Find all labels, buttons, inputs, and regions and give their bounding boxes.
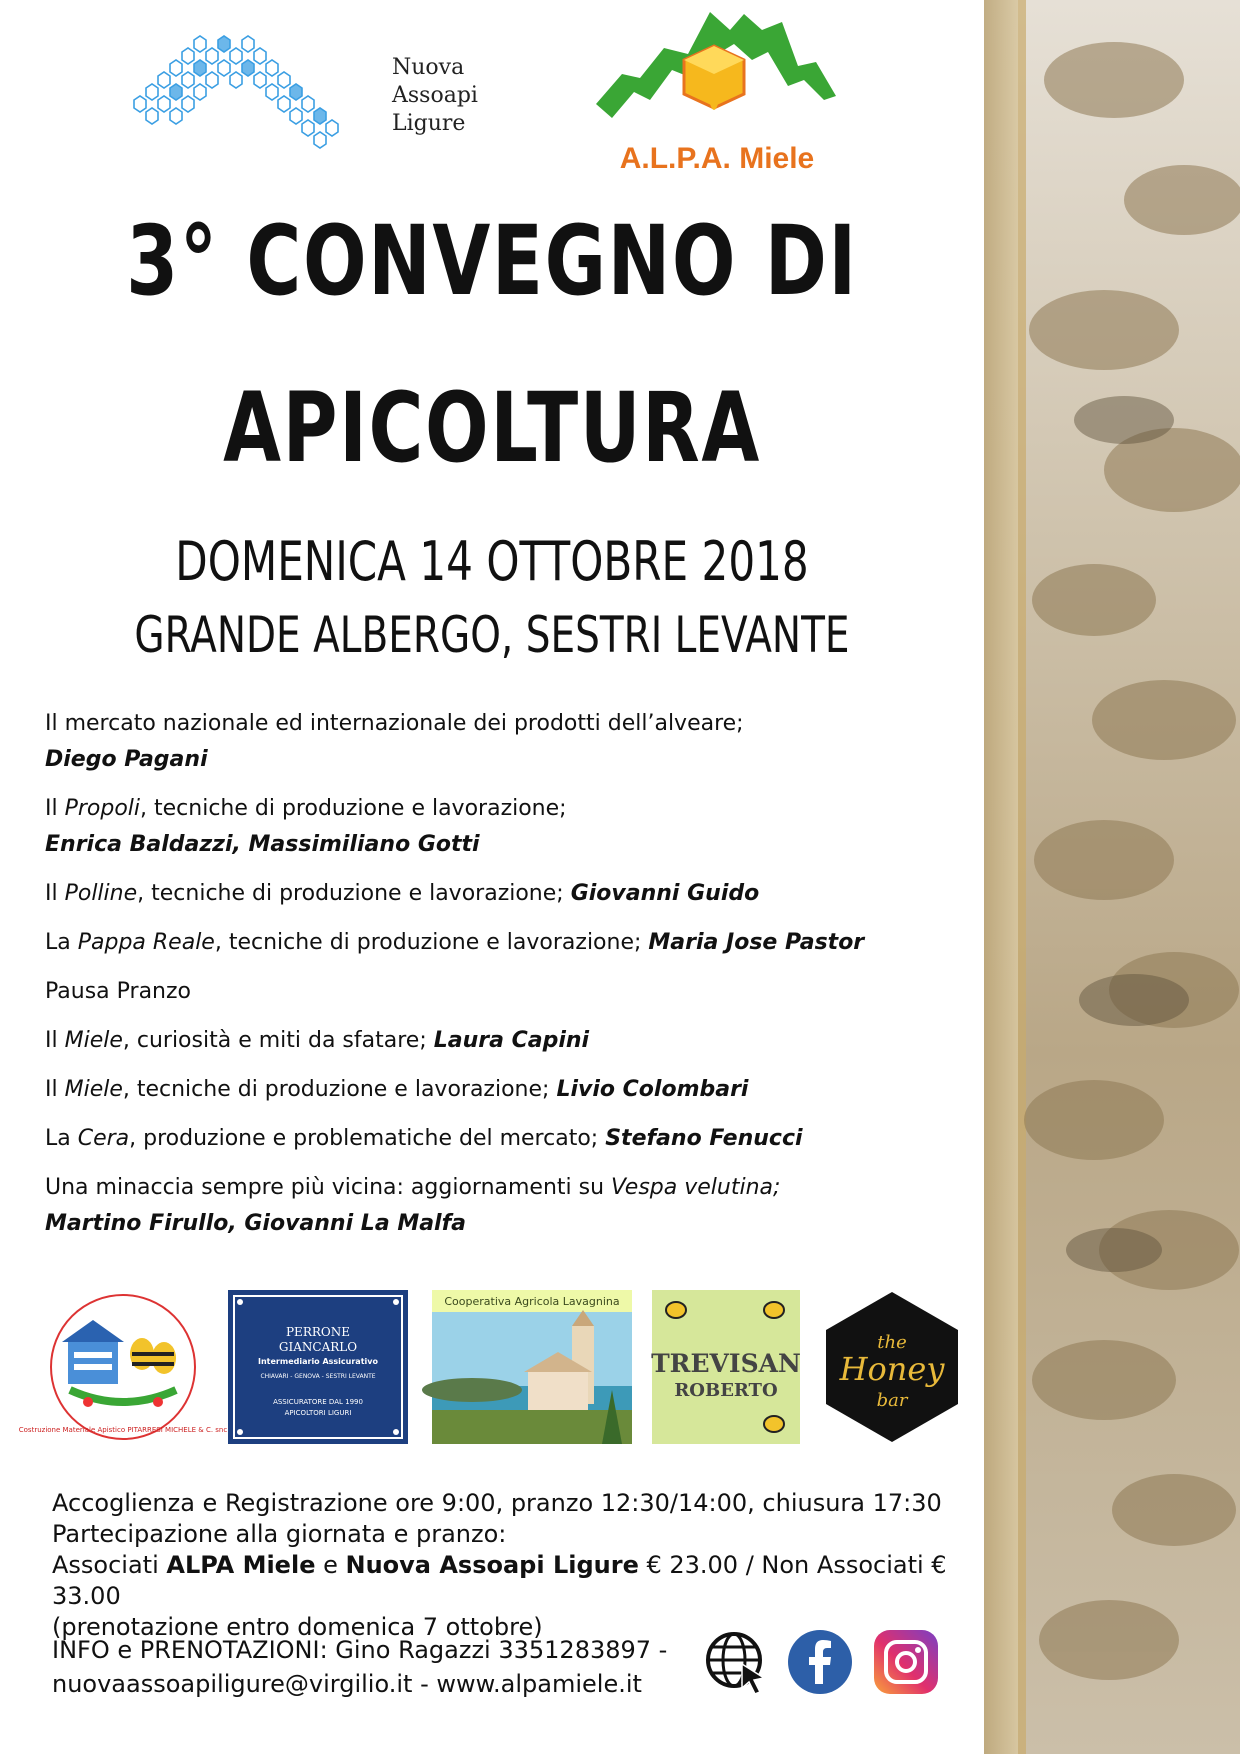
program-list	[45, 706, 975, 1255]
program-text: , tecniche di produzione e lavorazione;	[140, 796, 567, 821]
trevisan-line1: TREVISAN	[651, 1349, 801, 1378]
perrone-line4: CHIAVARI - GENOVA - SESTRI LEVANTE	[260, 1373, 376, 1380]
honey-line3: bar	[876, 1390, 908, 1411]
title-line2: APICOLTURA	[223, 372, 761, 484]
pitarresi-text: Costruzione Materiale Apistico PITARRESI MICHELE & C. snc	[18, 1426, 228, 1434]
program-text: , produzione e problematiche del mercato;	[129, 1126, 606, 1151]
program-text: Il mercato nazionale ed internazionale dei prodotti dell’alveare;	[45, 711, 744, 736]
price-line	[52, 1550, 992, 1612]
facebook-icon[interactable]	[786, 1628, 854, 1696]
program-item	[45, 1072, 975, 1108]
program-speakers: Maria Jose Pastor	[648, 930, 865, 955]
price-text-a: Associati	[52, 1551, 167, 1579]
program-item	[45, 1023, 975, 1059]
nuova-line2: Assoapi	[392, 83, 478, 108]
perrone-line1: PERRONE	[285, 1325, 351, 1339]
program-speakers: Giovanni Guido	[570, 881, 760, 906]
program-topic: Polline	[64, 881, 138, 906]
honey-line1: the	[877, 1332, 907, 1353]
price-org-alpa: ALPA Miele	[166, 1551, 316, 1579]
perrone-line3: Intermediario Assicurativo	[258, 1357, 378, 1366]
booking-deadline: (prenotazione entro domenica 7 ottobre)	[52, 1613, 543, 1641]
program-text: Una minaccia sempre più vicina: aggiornamenti su	[45, 1175, 612, 1200]
schedule-line: Accoglienza e Registrazione ore 9:00, pranzo 12:30/14:00, chiusura 17:30	[52, 1489, 942, 1517]
program-text: , tecniche di produzione e lavorazione;	[137, 881, 571, 906]
program-item	[45, 1170, 975, 1242]
contacts	[52, 1633, 692, 1701]
program-item	[45, 974, 975, 1010]
lavagnina-text: Cooperativa Agricola Lavagnina	[444, 1295, 620, 1308]
program-topic: Miele	[64, 1077, 123, 1102]
footer-info	[52, 1488, 992, 1643]
perrone-logo	[228, 1290, 408, 1444]
program-text: , tecniche di produzione e lavorazione;	[214, 930, 649, 955]
nuova-line3: Ligure	[392, 111, 466, 136]
event-date: DOMENICA 14 OTTOBRE 2018	[175, 530, 809, 593]
perrone-line2: GIANCARLO	[278, 1340, 358, 1354]
title-line1: 3° CONVEGNO DI	[126, 205, 858, 317]
contact-line1: INFO e PRENOTAZIONI: Gino Ragazzi 3351283897 -	[52, 1636, 668, 1664]
program-text: La	[45, 1126, 78, 1151]
program-text: Il	[45, 1077, 65, 1102]
program-text: Il	[45, 881, 65, 906]
program-speakers: Diego Pagani	[45, 747, 208, 772]
price-org-nal: Nuova Assoapi Ligure	[345, 1551, 639, 1579]
program-topic: Miele	[64, 1028, 123, 1053]
perrone-line5: ASSICURATORE DAL 1990	[273, 1398, 363, 1406]
program-text: La	[45, 930, 78, 955]
program-topic: Pappa Reale	[77, 930, 215, 955]
price-text-c: e	[315, 1551, 346, 1579]
program-speakers: Laura Capini	[433, 1028, 590, 1053]
alpa-logo-text: A.L.P.A. Miele	[619, 142, 815, 175]
program-item	[45, 706, 975, 778]
program-speakers: Livio Colombari	[556, 1077, 749, 1102]
nuova-assoapi-ligure-logo	[126, 40, 486, 170]
program-topic: Cera	[77, 1126, 130, 1151]
program-text: , tecniche di produzione e lavorazione;	[122, 1077, 557, 1102]
trevisan-line2: ROBERTO	[674, 1380, 778, 1401]
participation-line: Partecipazione alla giornata e pranzo:	[52, 1520, 507, 1548]
program-topic: Propoli	[64, 796, 141, 821]
globe-icon[interactable]	[702, 1628, 770, 1696]
contact-line2[interactable]: nuovaassoapiligure@virgilio.it - www.alpamiele.it	[52, 1670, 642, 1698]
program-text: Il	[45, 1028, 65, 1053]
program-text: , curiosità e miti da sfatare;	[122, 1028, 434, 1053]
alpa-miele-logo	[592, 8, 842, 180]
trevisan-logo	[652, 1290, 800, 1444]
program-speakers: Stefano Fenucci	[605, 1126, 803, 1151]
pitarresi-logo	[18, 1290, 228, 1444]
program-speakers: Martino Firullo, Giovanni La Malfa	[45, 1211, 467, 1236]
event-venue: GRANDE ALBERGO, SESTRI LEVANTE	[134, 606, 850, 664]
price-amounts: € 23.00 / Non Associati € 33.00	[52, 1551, 947, 1610]
program-text: Il	[45, 796, 65, 821]
program-topic: Vespa velutina;	[611, 1175, 781, 1200]
program-item	[45, 1121, 975, 1157]
instagram-icon[interactable]	[872, 1628, 940, 1696]
perrone-line6: APICOLTORI LIGURI	[284, 1409, 352, 1417]
program-item	[45, 876, 975, 912]
nuova-line1: Nuova	[392, 55, 465, 80]
honey-line2: Honey	[839, 1350, 945, 1388]
program-speakers: Enrica Baldazzi, Massimiliano Gotti	[45, 832, 480, 857]
program-item	[45, 791, 975, 863]
honey-bar-logo	[820, 1290, 964, 1444]
bee-photo-strip	[984, 0, 1240, 1754]
program-item	[45, 925, 975, 961]
lavagnina-logo	[432, 1290, 632, 1444]
program-text: Pausa Pranzo	[45, 979, 191, 1004]
